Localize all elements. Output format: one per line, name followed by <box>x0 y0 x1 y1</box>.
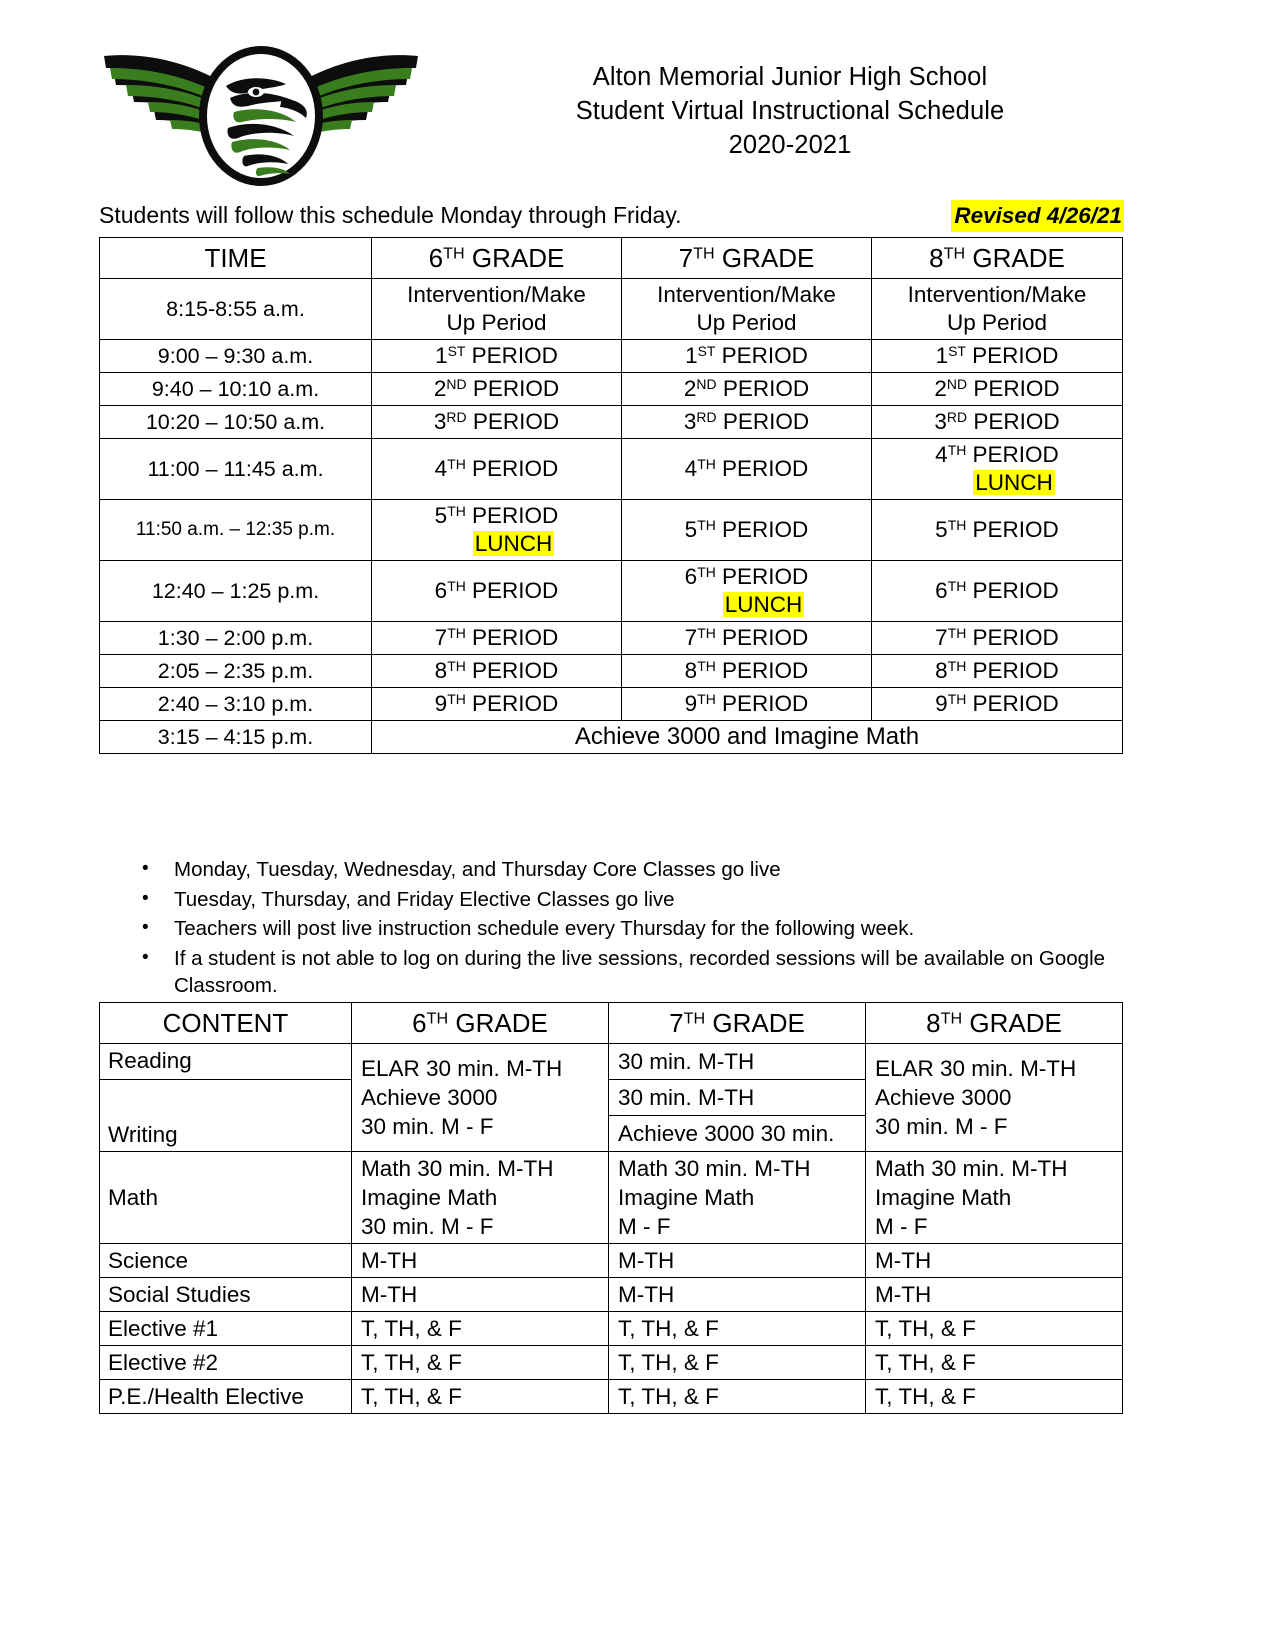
eagle-logo-icon <box>96 38 426 188</box>
content-cell-grade-6: T, TH, & F <box>352 1312 609 1346</box>
content-cell-grade-8: T, TH, & F <box>866 1346 1123 1380</box>
schedule-table <box>99 237 1123 754</box>
schedule-row <box>100 561 1123 622</box>
content-cell-grade-8: T, TH, & F <box>866 1312 1123 1346</box>
content-row <box>100 1380 1123 1414</box>
content-label: Science <box>100 1244 352 1278</box>
content-value-line: Imagine Math <box>618 1185 755 1210</box>
schedule-time-cell: 1:30 – 2:00 p.m. <box>100 622 372 655</box>
content-label-writing: Writing <box>100 1080 352 1152</box>
intro-row <box>99 200 1125 232</box>
schedule-time-cell: 8:15-8:55 a.m. <box>100 279 372 340</box>
schedule-cell-grade-6: 5TH PERIOD LUNCH <box>372 500 622 561</box>
note-bullet-item: • If a student is not able to log on during the live sessions, recorded sessions will be available on Google Classroom. <box>128 945 1128 1000</box>
intro-text: Students will follow this schedule Monday through Friday. <box>99 202 682 228</box>
schedule-row <box>100 688 1123 721</box>
content-cell-grade-8: M-TH <box>866 1244 1123 1278</box>
content-row-math <box>100 1152 1123 1244</box>
schedule-cell-grade-6: 7TH PERIOD <box>372 622 622 655</box>
schedule-cell-grade-7: 6TH PERIOD LUNCH <box>622 561 872 622</box>
schedule-cell-grade-8: 7TH PERIOD <box>872 622 1123 655</box>
content-cell-grade-6: T, TH, & F <box>352 1346 609 1380</box>
content-value-line: Imagine Math <box>875 1185 1012 1210</box>
content-cell-grade-6-math <box>352 1152 609 1244</box>
title-line-2: Student Virtual Instructional Schedule <box>575 97 1005 125</box>
schedule-row <box>100 373 1123 406</box>
schedule-cell-grade-7: 9TH PERIOD <box>622 688 872 721</box>
content-value-line: 30 min. M - F <box>361 1114 494 1139</box>
school-eagle-logo <box>96 38 426 188</box>
content-value-line: Math 30 min. M-TH <box>361 1156 554 1181</box>
schedule-cell-grade-6: 4TH PERIOD <box>372 439 622 500</box>
note-bullet-item: • Monday, Tuesday, Wednesday, and Thursday Core Classes go live <box>128 856 1128 884</box>
content-value-line: ELAR 30 min. M-TH <box>875 1056 1077 1081</box>
schedule-row <box>100 439 1123 500</box>
schedule-row <box>100 279 1123 340</box>
schedule-header-grade-7: 7TH GRADE <box>622 238 872 279</box>
schedule-final-row <box>100 721 1123 754</box>
document-header <box>0 38 1275 188</box>
content-cell-grade-7-writing-1: 30 min. M-TH <box>609 1080 866 1116</box>
content-cell-grade-6: T, TH, & F <box>352 1380 609 1414</box>
schedule-row <box>100 655 1123 688</box>
content-cell-grade-7: T, TH, & F <box>609 1346 866 1380</box>
content-value-line: Imagine Math <box>361 1185 498 1210</box>
schedule-time-cell: 2:40 – 3:10 p.m. <box>100 688 372 721</box>
content-header-grade-6: 6TH GRADE <box>352 1003 609 1044</box>
content-header-grade-7: 7TH GRADE <box>609 1003 866 1044</box>
schedule-time-cell: 11:00 – 11:45 a.m. <box>100 439 372 500</box>
schedule-cell-grade-8: 3RD PERIOD <box>872 406 1123 439</box>
schedule-cell-grade-6: 6TH PERIOD <box>372 561 622 622</box>
content-row <box>100 1346 1123 1380</box>
schedule-time-cell: 12:40 – 1:25 p.m. <box>100 561 372 622</box>
schedule-cell-grade-6: 2ND PERIOD <box>372 373 622 406</box>
content-cell-grade-8: M-TH <box>866 1278 1123 1312</box>
content-cell-grade-8-reading-writing <box>866 1044 1123 1152</box>
schedule-row <box>100 340 1123 373</box>
content-cell-grade-7-math <box>609 1152 866 1244</box>
content-value-line: ELAR 30 min. M-TH <box>361 1056 563 1081</box>
content-cell-grade-7: M-TH <box>609 1278 866 1312</box>
content-table <box>99 1002 1123 1414</box>
content-value-line: M - F <box>875 1214 928 1239</box>
content-row-reading <box>100 1044 1123 1080</box>
content-value-line: M - F <box>618 1214 671 1239</box>
schedule-cell-grade-8: 4TH PERIOD LUNCH <box>872 439 1123 500</box>
schedule-row <box>100 500 1123 561</box>
content-label-math: Math <box>100 1152 352 1244</box>
content-cell-grade-7: M-TH <box>609 1244 866 1278</box>
schedule-cell-grade-6: 1ST PERIOD <box>372 340 622 373</box>
content-label: Elective #2 <box>100 1346 352 1380</box>
title-line-3: 2020-2021 <box>728 131 852 159</box>
schedule-cell-grade-7: 1ST PERIOD <box>622 340 872 373</box>
schedule-cell-grade-7: 3RD PERIOD <box>622 406 872 439</box>
note-bullet-item: • Tuesday, Thursday, and Friday Elective Classes go live <box>128 886 1128 914</box>
content-cell-grade-8-math <box>866 1152 1123 1244</box>
revised-date-badge: Revised 4/26/21 <box>951 200 1124 232</box>
content-value-line: 30 min. M - F <box>875 1114 1008 1139</box>
content-label: Elective #1 <box>100 1312 352 1346</box>
schedule-row <box>100 622 1123 655</box>
content-header-row <box>100 1003 1123 1044</box>
content-row <box>100 1278 1123 1312</box>
content-header-grade-8: 8TH GRADE <box>866 1003 1123 1044</box>
schedule-time-cell: 11:50 a.m. – 12:35 p.m. <box>100 500 372 561</box>
schedule-cell-grade-8: 2ND PERIOD <box>872 373 1123 406</box>
schedule-cell-grade-6: 3RD PERIOD <box>372 406 622 439</box>
schedule-cell-grade-7: 5TH PERIOD <box>622 500 872 561</box>
content-value-line: 30 min. M - F <box>361 1214 494 1239</box>
content-label-reading: Reading <box>100 1044 352 1080</box>
schedule-cell-grade-7: 8TH PERIOD <box>622 655 872 688</box>
schedule-header-grade-8: 8TH GRADE <box>872 238 1123 279</box>
content-cell-grade-6-reading-writing <box>352 1044 609 1152</box>
schedule-cell-grade-7: Intervention/Make Up Period <box>622 279 872 340</box>
schedule-cell-grade-6: 9TH PERIOD <box>372 688 622 721</box>
note-bullet-item: • Teachers will post live instruction schedule every Thursday for the following week. <box>128 915 1128 943</box>
content-cell-grade-7: T, TH, & F <box>609 1380 866 1414</box>
schedule-cell-grade-8: 6TH PERIOD <box>872 561 1123 622</box>
content-label: P.E./Health Elective <box>100 1380 352 1414</box>
schedule-cell-grade-8: 1ST PERIOD <box>872 340 1123 373</box>
schedule-time-cell: 2:05 – 2:35 p.m. <box>100 655 372 688</box>
content-cell-grade-6: M-TH <box>352 1278 609 1312</box>
content-value-line: Achieve 3000 <box>361 1085 498 1110</box>
content-cell-grade-7-writing-2: Achieve 3000 30 min. <box>609 1116 866 1152</box>
content-value-line: Math 30 min. M-TH <box>875 1156 1068 1181</box>
schedule-cell-grade-6: Intervention/Make Up Period <box>372 279 622 340</box>
schedule-cell-grade-8: 5TH PERIOD <box>872 500 1123 561</box>
content-row <box>100 1244 1123 1278</box>
schedule-header-time: TIME <box>100 238 372 279</box>
content-cell-grade-6: M-TH <box>352 1244 609 1278</box>
content-cell-grade-7-reading: 30 min. M-TH <box>609 1044 866 1080</box>
content-value-line: Achieve 3000 <box>875 1085 1012 1110</box>
schedule-cell-grade-7: 4TH PERIOD <box>622 439 872 500</box>
schedule-cell-grade-8: Intervention/Make Up Period <box>872 279 1123 340</box>
content-cell-grade-8: T, TH, & F <box>866 1380 1123 1414</box>
schedule-time-cell: 3:15 – 4:15 p.m. <box>100 721 372 754</box>
document-title-block <box>430 60 1150 162</box>
schedule-time-cell: 9:40 – 10:10 a.m. <box>100 373 372 406</box>
schedule-all-grades-cell: Achieve 3000 and Imagine Math <box>372 721 1123 754</box>
schedule-header-grade-6: 6TH GRADE <box>372 238 622 279</box>
content-cell-grade-7: T, TH, & F <box>609 1312 866 1346</box>
content-row <box>100 1312 1123 1346</box>
schedule-cell-grade-8: 8TH PERIOD <box>872 655 1123 688</box>
content-value-line: Math 30 min. M-TH <box>618 1156 811 1181</box>
schedule-row <box>100 406 1123 439</box>
schedule-cell-grade-7: 7TH PERIOD <box>622 622 872 655</box>
content-header-content: CONTENT <box>100 1003 352 1044</box>
content-label: Social Studies <box>100 1278 352 1312</box>
schedule-cell-grade-8: 9TH PERIOD <box>872 688 1123 721</box>
schedule-time-cell: 10:20 – 10:50 a.m. <box>100 406 372 439</box>
schedule-time-cell: 9:00 – 9:30 a.m. <box>100 340 372 373</box>
schedule-cell-grade-6: 8TH PERIOD <box>372 655 622 688</box>
title-line-1: Alton Memorial Junior High School <box>592 63 988 91</box>
schedule-header-row <box>100 238 1123 279</box>
notes-bullet-list <box>128 856 1128 1002</box>
schedule-cell-grade-7: 2ND PERIOD <box>622 373 872 406</box>
